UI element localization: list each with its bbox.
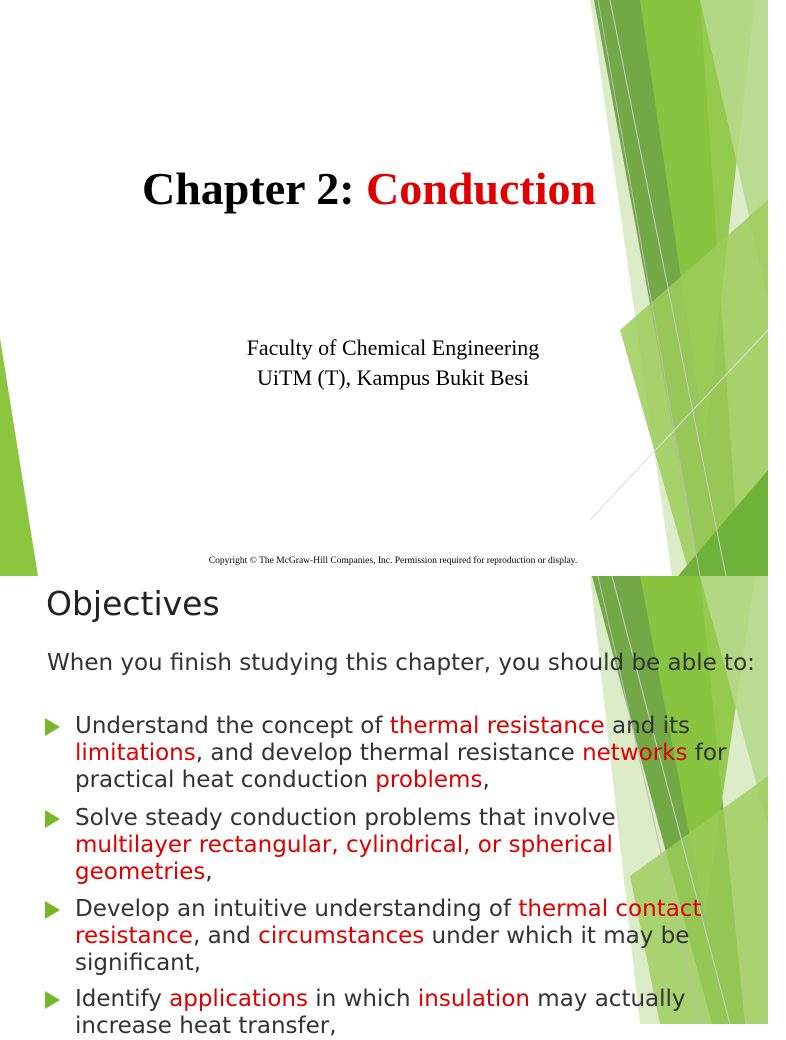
bullet-text: for practical heat conduction xyxy=(75,740,727,793)
bullet-keyword: circumstances xyxy=(258,923,425,949)
copyright-notice: Copyright © The McGraw-Hill Companies, Inc. Permission required for reproduction or display. xyxy=(208,556,578,566)
bullet-text: in which xyxy=(308,986,418,1012)
bullet-text: Understand the concept of xyxy=(75,713,390,739)
bullet-text: under which it may be significant, xyxy=(75,923,690,976)
bullet-text: may actually increase heat transfer, xyxy=(75,986,686,1039)
bullet-text: Identify xyxy=(75,986,170,1012)
bullet-keyword: thermal contact resistance xyxy=(75,896,702,949)
title-accent: Conduction xyxy=(366,163,597,214)
objective-bullet-3 xyxy=(75,896,735,977)
objective-bullet-2 xyxy=(75,805,735,886)
bullet-keyword: networks xyxy=(582,740,688,766)
bullet-arrow-icon xyxy=(45,991,60,1009)
bullet-keyword: applications xyxy=(169,986,308,1012)
bullet-text: Develop an intuitive understanding of xyxy=(75,896,519,922)
bullet-arrow-icon xyxy=(45,901,60,919)
objectives-heading: Objectives xyxy=(46,584,220,623)
bullet-text: Solve steady conduction problems that involve xyxy=(75,805,616,831)
bullet-keyword: thermal resistance xyxy=(389,713,605,739)
objective-bullet-1 xyxy=(75,713,735,794)
objectives-intro: When you finish studying this chapter, you should be able to: xyxy=(47,650,755,676)
bullet-text: and its xyxy=(604,713,691,739)
bullet-text: , and xyxy=(192,923,259,949)
bullet-arrow-icon xyxy=(45,718,60,736)
faculty-info xyxy=(0,333,786,393)
bullet-arrow-icon xyxy=(45,810,60,828)
objective-bullet-4 xyxy=(75,986,735,1040)
faculty-line-1: Faculty of Chemical Engineering xyxy=(246,335,540,360)
objectives-slide xyxy=(0,576,768,1039)
bullet-keyword: insulation xyxy=(417,986,530,1012)
bullet-keyword: problems xyxy=(375,767,483,793)
faculty-line-2: UiTM (T), Kampus Bukit Besi xyxy=(257,365,529,390)
title-prefix: Chapter 2: xyxy=(142,163,367,214)
bullet-text: , xyxy=(482,767,490,793)
bullet-text: , xyxy=(205,859,213,885)
bullet-keyword: limitations xyxy=(75,740,196,766)
bullet-text: , and develop thermal resistance xyxy=(195,740,583,766)
bullet-keyword: multilayer rectangular, cylindrical, or spherical geometries xyxy=(75,832,613,885)
